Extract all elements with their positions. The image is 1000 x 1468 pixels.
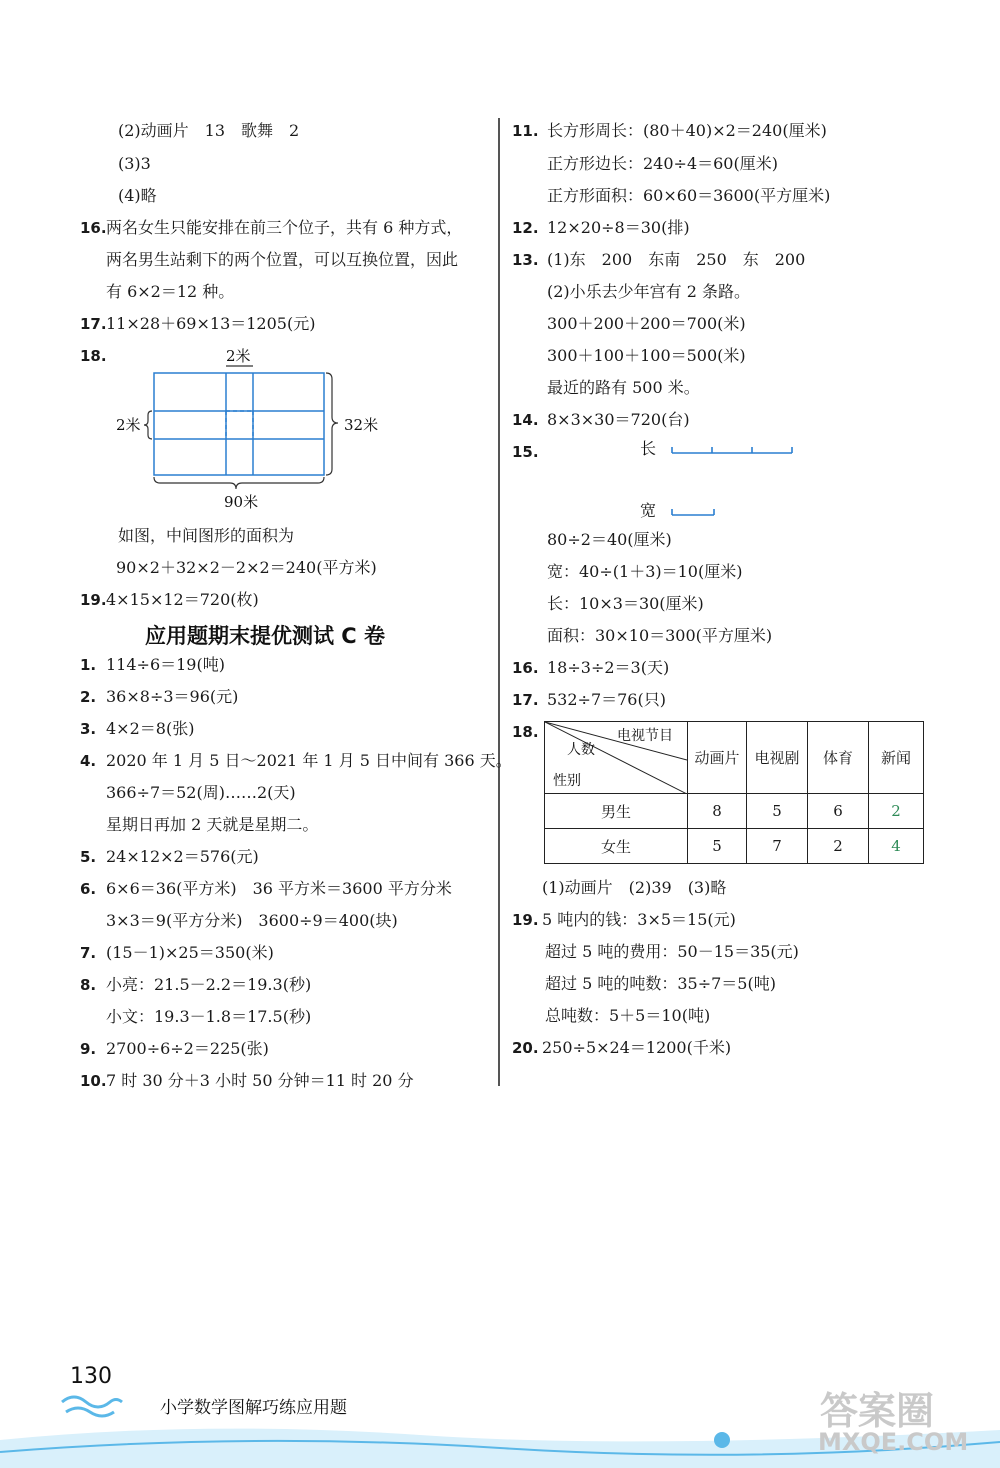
- left-label: 2米: [116, 416, 141, 434]
- wave-icon: [62, 1397, 122, 1407]
- bottom-label: 90米: [224, 493, 259, 511]
- watermark-logo: 答案圈: [820, 1389, 935, 1433]
- header-cell: 体育: [808, 722, 869, 794]
- row-label: 女生: [545, 829, 688, 864]
- right-label: 32米: [344, 416, 379, 434]
- corner-bottom: 性别: [553, 773, 581, 789]
- table-row: [545, 829, 924, 864]
- table-cell: 2: [869, 794, 924, 829]
- table-cell: 8: [688, 794, 747, 829]
- page-number: 130: [70, 1364, 112, 1389]
- field-diagram: [110, 346, 390, 516]
- header-cell: 电视剧: [747, 722, 808, 794]
- survey-table: [544, 721, 924, 864]
- wide-label: 宽: [640, 501, 657, 520]
- corner-top: 电视节目: [617, 728, 673, 744]
- segment-diagram: [632, 436, 812, 521]
- corner-cell: [545, 722, 688, 794]
- table-cell: 5: [688, 829, 747, 864]
- table-cell: 4: [869, 829, 924, 864]
- column-divider: [498, 118, 500, 1086]
- table-cell: 6: [808, 794, 869, 829]
- field-rect: [154, 373, 324, 475]
- table-row: [545, 794, 924, 829]
- table-cell: 2: [808, 829, 869, 864]
- book-title: 小学数学图解巧练应用题: [160, 1398, 347, 1418]
- header-cell: 动画片: [688, 722, 747, 794]
- long-label: 长: [640, 439, 657, 458]
- row-label: 男生: [545, 794, 688, 829]
- table-cell: 5: [747, 794, 808, 829]
- watermark-url: MXQE.COM: [818, 1428, 969, 1456]
- top-label: 2米: [226, 347, 251, 365]
- corner-mid: 人数: [567, 742, 595, 758]
- table-cell: 7: [747, 829, 808, 864]
- section-title: 应用题期末提优测试 C 卷: [145, 624, 386, 648]
- header-cell: 新闻: [869, 722, 924, 794]
